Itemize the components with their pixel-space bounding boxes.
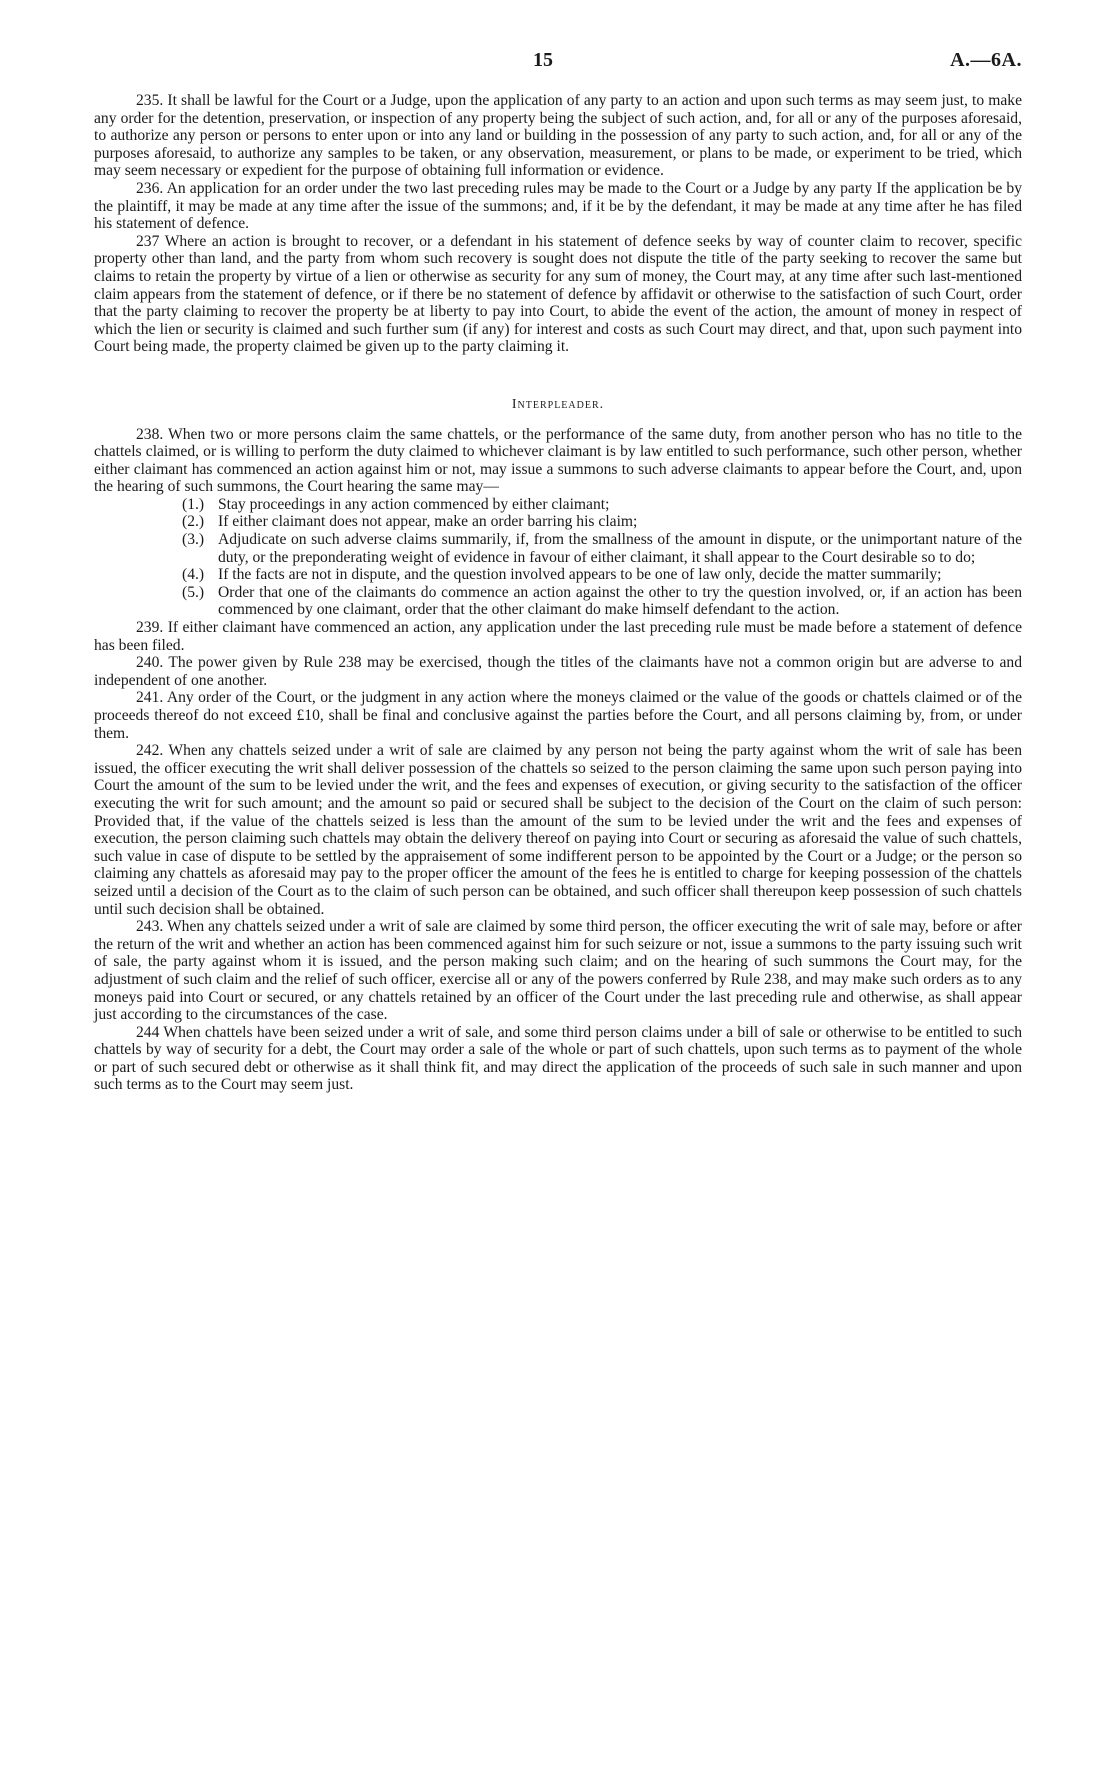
list-item-text: Order that one of the claimants do commence an action against the other to try the question involved, or, if an action has been commenced by one claimant, order that the other claimant do make himself defendant to the action. <box>218 583 1022 619</box>
rule-235: 235. It shall be lawful for the Court or a Judge, upon the application of any party to an action and upon such terms as may seem just, to make any order for the detention, preservation, or inspection of any property being the subject of such action, and, for all or any of the purposes aforesaid, to authorize any person or persons to enter upon or into any land or building in the possession of any party to such action, and, for all or any of the purposes aforesaid, to authorize any samples to be taken, or any observation, measurement, or plans to be made, or experiment to be tried, which may seem necessary or expedient for the purpose of obtaining full information or evidence. <box>94 92 1022 180</box>
rule-240: 240. The power given by Rule 238 may be exercised, though the titles of the claimants have not a common origin but are adverse to and independent of one another. <box>94 654 1022 689</box>
section-heading-text: Interpleader. <box>511 396 605 412</box>
rule-243: 243. When any chattels seized under a writ of sale are claimed by some third person, the officer executing the writ of sale may, before or after the return of the writ and whether an action has been commenced against him for such seizure or not, issue a summons to the party issuing such writ of sale, the party against whom it is issued, and the person making such claim; and on the hearing of such summons the Court may, for the adjustment of such claim and the relief of such officer, exercise all or any of the powers conferred by Rule 238, and may make such orders as to any moneys paid into Court or secured, or any chattels retained by an officer of the Court under the last preceding rule and otherwise, as shall appear just according to the circumstances of the case. <box>94 918 1022 1024</box>
document-code: A.—6A. <box>950 49 1022 71</box>
list-item-text: Stay proceedings in any action commenced by either claimant; <box>218 495 610 513</box>
list-item-number: (5.) <box>182 583 205 601</box>
list-item <box>94 531 1022 566</box>
list-item <box>94 566 1022 584</box>
list-item-number: (2.) <box>182 513 205 531</box>
list-item-number: (1.) <box>182 495 205 513</box>
page-number: 15 <box>533 49 553 71</box>
rule-237: 237 Where an action is brought to recover, or a defendant in his statement of defence seeks by way of counter claim to recover, specific property other than land, and the party from whom such recovery is sought does not dispute the title of the party seeking to recover the same but claims to retain the property by virtue of a lien or otherwise as security for any sum of money, the Court may, at any time after such last-mentioned claim appears from the statement of defence, or if there be no statement of defence by affidavit or otherwise to the satisfaction of such Court, order that the party claiming to recover the property be at liberty to pay into Court, to abide the event of the action, the amount of money in respect of which the lien or security is claimed and such further sum (if any) for interest and costs as such Court may direct, and that, upon such payment into Court being made, the property claimed be given up to the party claiming it. <box>94 232 1022 356</box>
rule-236: 236. An application for an order under the two last preceding rules may be made to the Court or a Judge by any party If the application be by the plaintiff, it may be made at any time after the issue of the summons; and, if it be by the defendant, it may be made at any time after he has filed his statement of defence. <box>94 179 1022 233</box>
section-heading <box>94 396 1022 414</box>
rule-238-list <box>94 496 1022 619</box>
rule-244: 244 When chattels have been seized under a writ of sale, and some third person claims under a bill of sale or otherwise to be entitled to such chattels by way of security for a debt, the Court may order a sale of the whole or part of such chattels, upon such terms as to payment of the whole or part of such secured debt or otherwise as it shall think fit, and may direct the application of the proceeds of such sale in such manner and upon such terms as to the Court may seem just. <box>94 1023 1022 1094</box>
rule-238-intro: 238. When two or more persons claim the same chattels, or the performance of the same duty, from another person who has no title to the chattels claimed, or is willing to perform the duty claimed to whichever claimant is by law entitled to such performance, such other person, whether either claimant has commenced an action against him or not, may issue a summons to such adverse claimants to appear before the Court, and, upon the hearing of such summons, the Court hearing the same may— <box>94 425 1022 496</box>
rule-239: 239. If either claimant have commenced an action, any application under the last preceding rule must be made before a statement of defence has been filed. <box>94 619 1022 654</box>
list-item-text: If the facts are not in dispute, and the question involved appears to be one of law only, decide the matter summarily; <box>218 566 942 584</box>
rule-241: 241. Any order of the Court, or the judgment in any action where the moneys claimed or the value of the goods or chattels claimed or of the proceeds thereof do not exceed £10, shall be final and conclusive against the parties before the Court, and all persons claiming by, from, or under them. <box>94 689 1022 742</box>
list-item <box>94 584 1022 619</box>
list-item-number: (4.) <box>182 566 205 584</box>
list-item-text: Adjudicate on such adverse claims summarily, if, from the smallness of the amount in dispute, or the unimportant nature of the duty, or the preponderating weight of evidence in favour of either claimant, it shall appear to the Court desirable so to do; <box>218 531 1022 566</box>
list-item-number: (3.) <box>182 531 205 549</box>
list-item <box>94 496 1022 514</box>
list-item <box>94 513 1022 531</box>
page-header <box>94 49 1022 92</box>
list-item-text: If either claimant does not appear, make an order barring his claim; <box>218 513 638 531</box>
rule-242: 242. When any chattels seized under a writ of sale are claimed by any person not being the party against whom the writ of sale has been issued, the officer executing the writ shall deliver possession of the chattels so seized to the person claiming the same upon such person paying into Court the amount of the sum to be levied under the writ, and the fees and expenses of execution, or giving security to the satisfaction of the officer executing the writ for such amount; and the amount so paid or secured shall be subject to the decision of the Court on the claim of such person: Provided that, if the value of the chattels seized is less than the amount of the sum to be levied under the writ and the fees and expenses of execution, the person claiming such chattels may obtain the delivery thereof on paying into Court or securing as aforesaid the value of such chattels, such value in case of dispute to be settled by the appraisement of some indifferent person to be appointed by the Court or a Judge; or the person so claiming any chattels as aforesaid may pay to the proper officer the amount of the fees he is entitled to charge for keeping possession of the chattels seized until a decision of the Court as to the claim of such person can be obtained, and such officer shall thereupon keep possession of such chattels until such decision shall be obtained. <box>94 742 1022 918</box>
